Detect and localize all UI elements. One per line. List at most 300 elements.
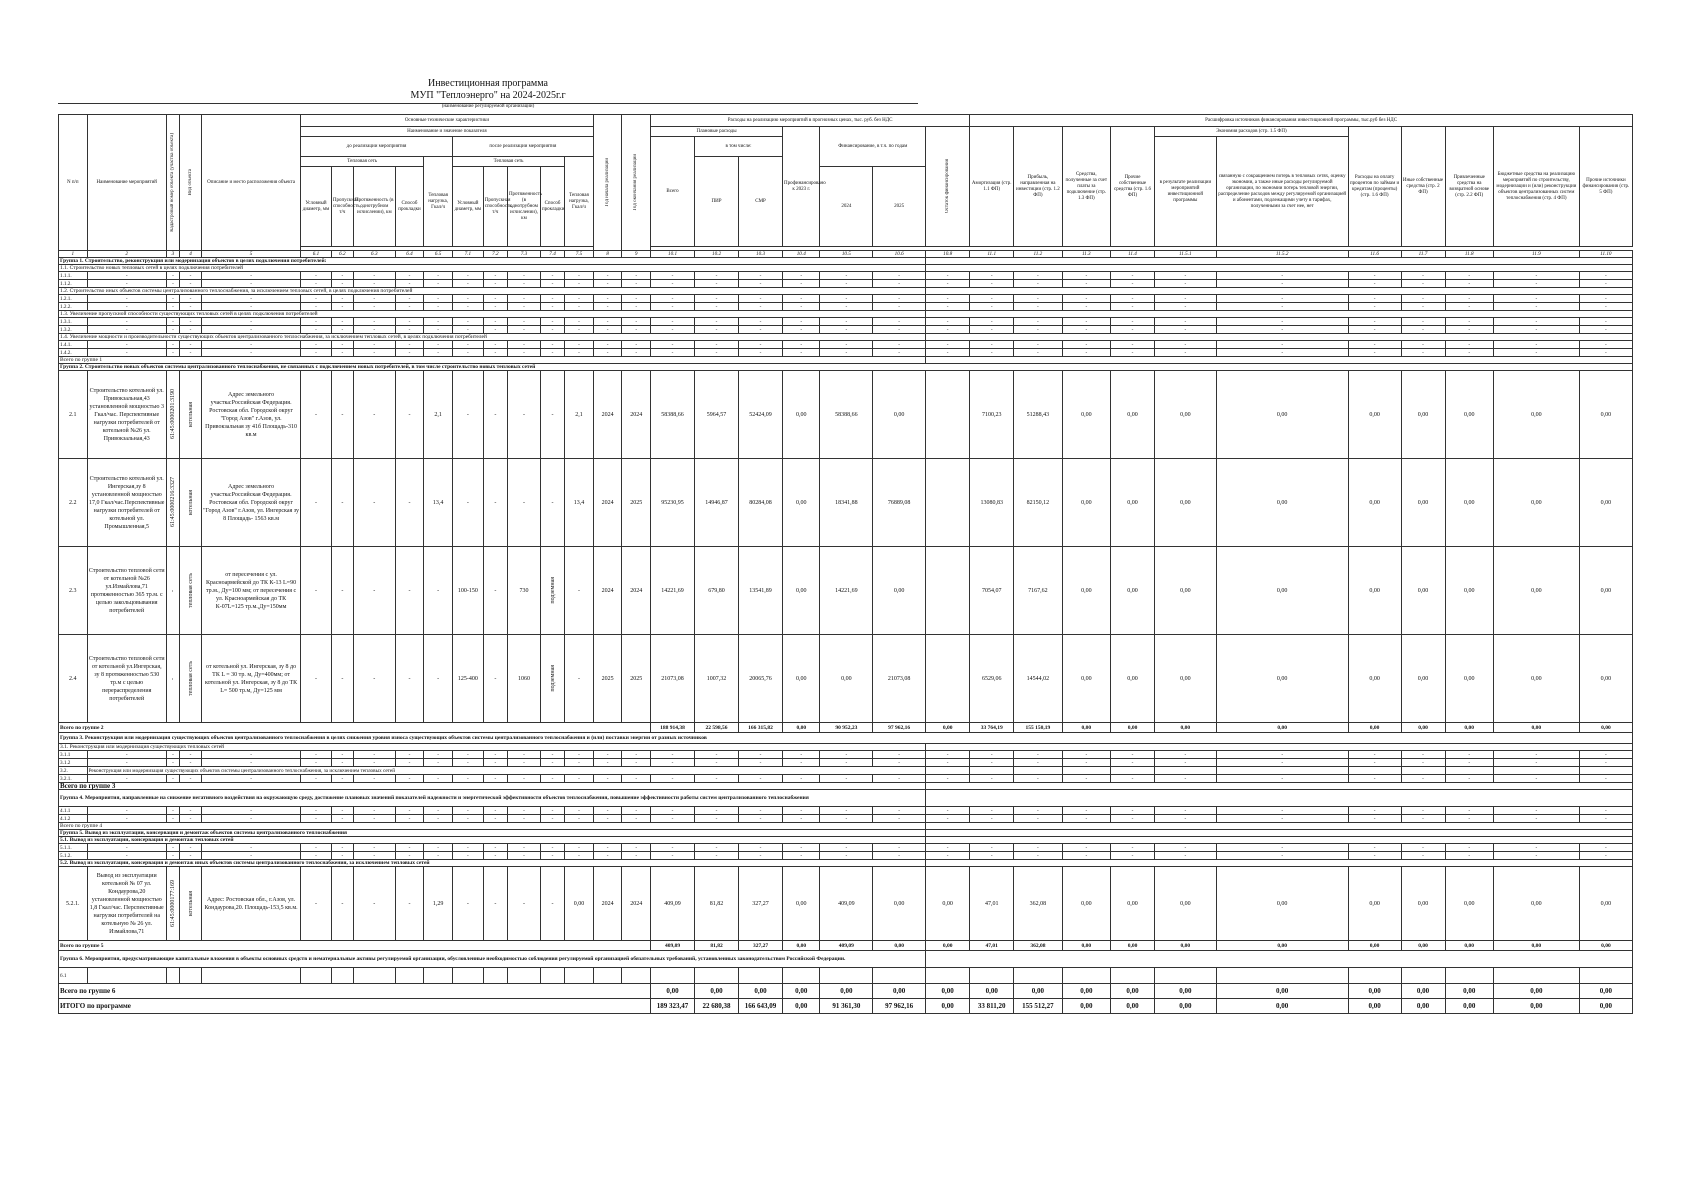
dash-cell: - (353, 844, 395, 852)
dash-cell: - (565, 326, 594, 334)
dash-cell: - (507, 751, 540, 759)
dash-cell: - (180, 349, 202, 357)
value-loan: 0,00 (1348, 371, 1401, 459)
dash-cell: - (540, 844, 564, 852)
dash-cell: - (820, 272, 873, 280)
total-conn: 0,00 (1062, 984, 1110, 999)
dash-cell: - (1579, 295, 1632, 303)
dash-cell: - (783, 751, 820, 759)
dash-cell: - (820, 775, 873, 783)
dash-cell: - (651, 844, 695, 852)
tech-value: 100-150 (452, 547, 483, 635)
dash-cell: - (452, 326, 483, 334)
cell (1401, 968, 1445, 984)
dash-cell: - (1216, 349, 1348, 357)
dash-cell: - (87, 349, 166, 357)
group-6-title: Группа 6. Мероприятия, предусматривающие капитальные вложения в объекты основных средств и нематериальные активы регулируемой организации, обусловленные необходимостью соблюдения регулируемой организацией обязательных требований, установленных законодательством Российской Федерации. (59, 951, 926, 968)
dash-cell: - (739, 318, 783, 326)
group-2-total-row (59, 723, 1633, 733)
dash-cell: - (166, 318, 179, 326)
dash-cell: - (301, 318, 332, 326)
dash-cell: - (166, 759, 179, 767)
dash-cell: - (87, 280, 166, 288)
value-bor: 0,00 (1445, 459, 1493, 547)
dash-cell: - (739, 815, 783, 823)
dash-cell: - (593, 759, 622, 767)
total-sb: 0,00 (1216, 984, 1348, 999)
value-loan: 0,00 (1348, 547, 1401, 635)
dash-cell: - (1579, 759, 1632, 767)
dash-cell: - (353, 852, 395, 860)
column-number: 4 (180, 251, 202, 258)
cell (1062, 968, 1110, 984)
dash-cell: - (593, 349, 622, 357)
dash-cell: - (1348, 303, 1401, 311)
dash-cell: - (783, 280, 820, 288)
object-type (180, 547, 202, 635)
dash-cell: - (783, 349, 820, 357)
dash-cell: - (507, 775, 540, 783)
value-pir: 14946,87 (695, 459, 739, 547)
cell (424, 968, 453, 984)
value-ofin: 0,00 (1579, 459, 1632, 547)
dash-cell: - (353, 751, 395, 759)
dash-cell: - (593, 303, 622, 311)
dash-cell: - (301, 349, 332, 357)
column-number: 10.6 (873, 251, 926, 258)
dash-cell: - (166, 751, 179, 759)
dash-cell: - (1445, 280, 1493, 288)
total-bor: 0,00 (1445, 984, 1493, 999)
dash-cell: - (452, 295, 483, 303)
row-number: 1.1.2. (59, 280, 88, 288)
tech-value: 1060 (507, 635, 540, 723)
cadastre-number: 61:45:0000216:3327 (169, 477, 176, 528)
dash-cell: - (970, 759, 1014, 767)
h-load-before: Тепловая нагрузка, Гкал/ч (424, 157, 453, 247)
column-number: 11.4 (1111, 251, 1155, 258)
row-number: 1.4.2. (59, 349, 88, 357)
group-1-total: Всего по группе 1 (59, 357, 926, 364)
cell (1401, 767, 1445, 775)
dash-cell: - (651, 326, 695, 334)
group-3-total-row (59, 783, 1633, 790)
dash-cell: - (87, 303, 166, 311)
dash-cell: - (970, 815, 1014, 823)
dash-cell: - (695, 280, 739, 288)
dash-cell: - (483, 815, 507, 823)
total-rem: 0,00 (926, 941, 970, 951)
tech-value: 2,1 (424, 371, 453, 459)
dash-cell: - (1579, 751, 1632, 759)
dash-cell: - (331, 295, 353, 303)
total-rem: 0,00 (926, 723, 970, 733)
h-remain: Остаток финансирования (944, 159, 950, 214)
dash-cell: - (1348, 807, 1401, 815)
h-other-borrowed: Иные собственные средства (стр. 2 ФП) (1401, 127, 1445, 247)
dash-cell: - (593, 318, 622, 326)
dash-cell: - (1579, 807, 1632, 815)
dash-cell: - (1445, 815, 1493, 823)
dash-cell: - (926, 341, 970, 349)
dash-cell: - (1216, 318, 1348, 326)
table-row (59, 852, 1633, 860)
dash-cell: - (301, 852, 332, 860)
value-smr: 80284,08 (739, 459, 783, 547)
group-1-3-title: 1.3. Увеличение пропускной способности существующих тепловых сетей в целях подключения потребителей (59, 311, 926, 318)
total-conn: 0,00 (1062, 941, 1110, 951)
dash-cell: - (783, 815, 820, 823)
dash-cell: - (565, 341, 594, 349)
dash-cell: - (593, 280, 622, 288)
dash-cell: - (1348, 280, 1401, 288)
dash-cell: - (331, 759, 353, 767)
value-total: 95230,95 (651, 459, 695, 547)
dash-cell: - (395, 295, 424, 303)
dash-cell: - (395, 349, 424, 357)
total-bor: 0,00 (1445, 723, 1493, 733)
laying-method (540, 635, 564, 723)
value-y25: 0,00 (873, 371, 926, 459)
title-line-1: Инвестиционная программа (428, 78, 548, 89)
cell (1493, 767, 1579, 775)
column-number: 7.5 (565, 251, 594, 258)
dash-cell: - (1014, 295, 1062, 303)
tech-value: - (353, 547, 395, 635)
dash-cell: - (1348, 775, 1401, 783)
object-location: Адрес: Ростовская обл., г.Азов, ул. Кондаурова,20. Площадь-153,5 кв.м. (202, 867, 301, 941)
dash-cell: - (540, 341, 564, 349)
cell (331, 968, 353, 984)
tech-value: - (483, 547, 507, 635)
dash-cell: - (87, 326, 166, 334)
group-4-total-row (59, 823, 1633, 830)
object-location: от пересечения с ул. Красноармейской до ТК К-13 L=90 тр.м., Ду=100 мм; от пересечения с ул. Красноармейская до ТК К-07L=125 тр.м.,Ду=150мм (202, 547, 301, 635)
dash-cell: - (507, 318, 540, 326)
dash-cell: - (301, 751, 332, 759)
total-pir: 22 680,38 (695, 999, 739, 1014)
dash-cell: - (565, 272, 594, 280)
value-fin: 0,00 (783, 371, 820, 459)
dash-cell: - (1401, 852, 1445, 860)
row-number: 5.1.1. (59, 844, 88, 852)
dash-cell: - (1062, 815, 1110, 823)
column-number: 10.3 (739, 251, 783, 258)
dash-cell: - (395, 807, 424, 815)
cell (540, 968, 564, 984)
dash-cell: - (1216, 272, 1348, 280)
dash-cell: - (1062, 759, 1110, 767)
h-heatnet-after: Тепловая сеть (452, 157, 564, 167)
dash-cell: - (1014, 280, 1062, 288)
value-total: 58388,66 (651, 371, 695, 459)
dash-cell: - (926, 326, 970, 334)
value-profit: 14544,02 (1014, 635, 1062, 723)
dash-cell: - (739, 852, 783, 860)
dash-cell: - (1445, 349, 1493, 357)
dash-cell: - (301, 341, 332, 349)
cell (873, 968, 926, 984)
dash-cell: - (739, 303, 783, 311)
value-sa: 0,00 (1155, 547, 1217, 635)
tech-value: 13,4 (424, 459, 453, 547)
table-row (59, 867, 1633, 941)
dash-cell: - (1155, 852, 1217, 860)
dash-cell: - (1216, 852, 1348, 860)
dash-cell: - (331, 844, 353, 852)
dash-cell: - (166, 815, 179, 823)
dash-cell: - (202, 751, 301, 759)
dash-cell: - (1062, 318, 1110, 326)
dash-cell: - (1579, 852, 1632, 860)
column-number: 10.1 (651, 251, 695, 258)
value-bud: 0,00 (1493, 635, 1579, 723)
cell (739, 968, 783, 984)
dash-cell: - (622, 815, 651, 823)
column-number: 6.5 (424, 251, 453, 258)
dash-cell: - (820, 326, 873, 334)
cell (353, 968, 395, 984)
cell (1062, 767, 1110, 775)
value-bud: 0,00 (1493, 867, 1579, 941)
cell (1014, 968, 1062, 984)
dash-cell: - (395, 318, 424, 326)
value-profit: 7167,62 (1014, 547, 1062, 635)
dash-cell: - (926, 303, 970, 311)
measure-name: Строительство котельной ул. Привокзальная,43 установленной мощностью 3 Гкал/час. Перспективные нагрузки потребителей от котельной №26 ул. Привокзальная,43 (87, 371, 166, 459)
object-type (180, 459, 202, 547)
dash-cell: - (301, 759, 332, 767)
dash-cell: - (483, 272, 507, 280)
column-number: 11.7 (1401, 251, 1445, 258)
dash-cell: - (593, 341, 622, 349)
dash-cell: - (1216, 295, 1348, 303)
h-name: Наименование мероприятий (87, 115, 166, 251)
cell (1348, 968, 1401, 984)
total-pir: 22 598,56 (695, 723, 739, 733)
cell (180, 968, 202, 984)
tech-value: 13,4 (565, 459, 594, 547)
dash-cell: - (1014, 341, 1062, 349)
dash-cell: - (202, 272, 301, 280)
row-number: 1.1.1. (59, 272, 88, 280)
dash-cell: - (622, 349, 651, 357)
dash-cell: - (424, 280, 453, 288)
value-oth: 0,00 (1111, 547, 1155, 635)
dash-cell: - (1445, 326, 1493, 334)
value-ofin: 0,00 (1579, 371, 1632, 459)
total-label: ИТОГО по программе (59, 999, 651, 1014)
tech-value: - (452, 371, 483, 459)
cell (1155, 968, 1217, 984)
column-number: 11.8 (1445, 251, 1493, 258)
laying-method: подземная (549, 577, 556, 604)
dash-cell: - (202, 807, 301, 815)
dash-cell: - (87, 272, 166, 280)
dash-cell: - (565, 318, 594, 326)
group-3-1-row (59, 744, 1633, 751)
total-conn: 0,00 (1062, 999, 1110, 1014)
total-label: Всего по группе 2 (59, 723, 651, 733)
dash-cell: - (651, 341, 695, 349)
group-1-4-row (59, 334, 1633, 341)
dash-cell: - (301, 844, 332, 852)
dash-cell: - (87, 751, 166, 759)
dash-cell: - (820, 759, 873, 767)
h-profit: Прибыль, направленная на инвестиции (стр. 1.2 ФП) (1014, 127, 1062, 247)
dash-cell: - (353, 295, 395, 303)
value-sa: 0,00 (1155, 867, 1217, 941)
dash-cell: - (739, 272, 783, 280)
dash-cell: - (1493, 295, 1579, 303)
dash-cell: - (622, 775, 651, 783)
dash-cell: - (540, 303, 564, 311)
dash-cell: - (926, 807, 970, 815)
table-row (59, 371, 1633, 459)
dash-cell: - (970, 272, 1014, 280)
column-number: 11.3 (1062, 251, 1110, 258)
tech-value: - (353, 371, 395, 459)
value-amort: 6529,06 (970, 635, 1014, 723)
dash-cell: - (301, 807, 332, 815)
value-pir: 1007,32 (695, 635, 739, 723)
start-year: 2024 (593, 547, 622, 635)
dash-cell: - (1445, 751, 1493, 759)
dash-cell: - (1579, 349, 1632, 357)
dash-cell: - (593, 852, 622, 860)
dash-cell: - (353, 759, 395, 767)
dash-cell: - (87, 341, 166, 349)
h-end-year: Год окончания реализации (633, 154, 639, 211)
dash-cell: - (202, 280, 301, 288)
dash-cell: - (202, 775, 301, 783)
dash-cell: - (353, 815, 395, 823)
group-1-row (59, 258, 1633, 265)
total-sa: 0,00 (1155, 999, 1217, 1014)
value-ob: 0,00 (1401, 547, 1445, 635)
dash-cell: - (452, 852, 483, 860)
dash-cell: - (651, 759, 695, 767)
h-method-before: Способ прокладки (395, 167, 424, 247)
dash-cell: - (1216, 807, 1348, 815)
dash-cell: - (970, 807, 1014, 815)
group-1-4-title: 1.4. Увеличение мощности и производительности существующих объектов централизованного теплоснабжения, за исключением тепловых сетей, в целях подключения потребителей (59, 334, 926, 341)
value-sb: 0,00 (1216, 459, 1348, 547)
total-label: Всего по группе 5 (59, 941, 651, 951)
dash-cell: - (1493, 303, 1579, 311)
total-bud: 0,00 (1493, 941, 1579, 951)
dash-cell: - (202, 295, 301, 303)
dash-cell: - (739, 759, 783, 767)
total-oth: 0,00 (1111, 984, 1155, 999)
h-other-own: Прочие собственные средства (стр. 1.6 ФП) (1111, 127, 1155, 247)
dash-cell: - (331, 318, 353, 326)
dash-cell: - (483, 295, 507, 303)
column-number: 11.10 (1579, 251, 1632, 258)
total-pir: 0,00 (695, 984, 739, 999)
dash-cell: - (331, 807, 353, 815)
column-number: 11.9 (1493, 251, 1579, 258)
dash-cell: - (1014, 759, 1062, 767)
tech-value: - (331, 547, 353, 635)
dash-cell: - (593, 815, 622, 823)
dash-cell: - (1014, 303, 1062, 311)
total-conn: 0,00 (1062, 723, 1110, 733)
dash-cell: - (1445, 295, 1493, 303)
value-sb: 0,00 (1216, 867, 1348, 941)
dash-cell: - (926, 844, 970, 852)
dash-cell: - (926, 318, 970, 326)
object-type (180, 867, 202, 941)
value-bud: 0,00 (1493, 459, 1579, 547)
dash-cell: - (1111, 844, 1155, 852)
value-conn: 0,00 (1062, 547, 1110, 635)
dash-cell: - (395, 815, 424, 823)
total-loan: 0,00 (1348, 941, 1401, 951)
dash-cell: - (565, 759, 594, 767)
sub-title: Реконструкция или модернизация существующих объектов системы централизованного теплоснабжения, за исключением тепловых сетей (87, 767, 925, 775)
dash-cell: - (820, 807, 873, 815)
dash-cell: - (873, 852, 926, 860)
dash-cell: - (622, 807, 651, 815)
value-sa: 0,00 (1155, 635, 1217, 723)
column-number: 5 (202, 251, 301, 258)
dash-cell: - (507, 295, 540, 303)
dash-cell: - (395, 341, 424, 349)
dash-cell: - (1062, 775, 1110, 783)
value-rem: 0,00 (926, 867, 970, 941)
dash-cell: - (1062, 280, 1110, 288)
value-fin: 0,00 (783, 459, 820, 547)
total-loan: 0,00 (1348, 723, 1401, 733)
dash-cell: - (1401, 751, 1445, 759)
h-total: Всего (651, 137, 695, 247)
tech-value: - (424, 635, 453, 723)
cell (565, 968, 594, 984)
dash-cell: - (202, 349, 301, 357)
dash-cell: - (970, 844, 1014, 852)
dash-cell: - (970, 295, 1014, 303)
dash-cell: - (507, 807, 540, 815)
dash-cell: - (1216, 280, 1348, 288)
dash-cell: - (353, 775, 395, 783)
dash-cell: - (483, 349, 507, 357)
dash-cell: - (424, 759, 453, 767)
dash-cell: - (424, 815, 453, 823)
dash-cell: - (565, 775, 594, 783)
cell (783, 968, 820, 984)
dash-cell: - (331, 280, 353, 288)
dash-cell: - (820, 280, 873, 288)
object-type: тепловая сеть (187, 573, 194, 608)
dash-cell: - (395, 280, 424, 288)
dash-cell: - (1401, 759, 1445, 767)
dash-cell: - (353, 867, 395, 941)
dash-cell: - (1111, 303, 1155, 311)
h-thr-after: Пропускная способность, т/ч (483, 167, 507, 247)
dash-cell: - (1111, 852, 1155, 860)
dash-cell: - (1062, 751, 1110, 759)
table-row (59, 815, 1633, 823)
dash-cell: - (87, 844, 166, 852)
dash-cell: - (622, 844, 651, 852)
h-len-after: Протяженность (в однотрубном исчислении), км (507, 167, 540, 247)
cell (1111, 767, 1155, 775)
dash-cell: - (820, 341, 873, 349)
object-type (180, 635, 202, 723)
group-5-1-row (59, 837, 1633, 844)
dash-cell: - (820, 295, 873, 303)
